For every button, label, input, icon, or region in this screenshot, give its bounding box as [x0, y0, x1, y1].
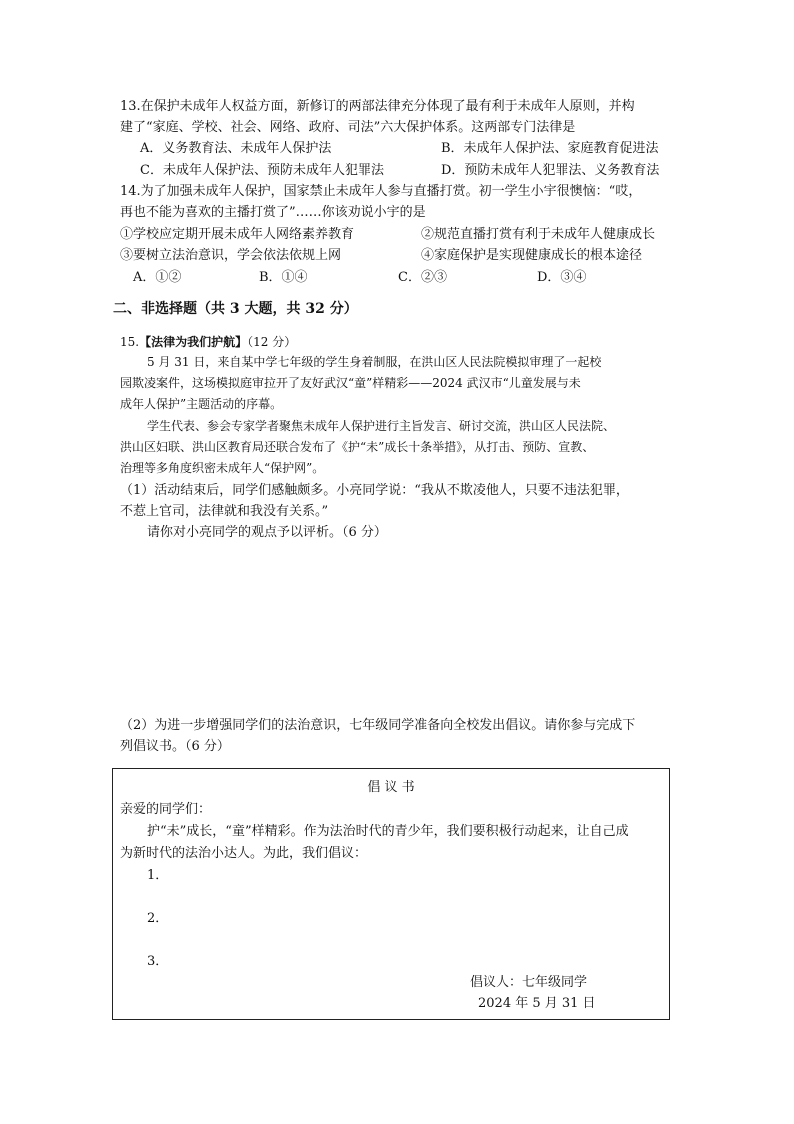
q15-sub2-line2: 列倡议书。（6 分）	[120, 739, 230, 754]
q15-number: 15.	[120, 335, 140, 349]
q14-statement-4: ④家庭保护是实现健康成长的根本途径	[421, 248, 643, 263]
q14-statement-1: ①学校应定期开展未成年人网络素养教育	[120, 227, 355, 242]
q14-option-a: A．①②	[133, 270, 182, 285]
q13-option-c: C．未成年人保护法、预防未成年人犯罪法	[140, 163, 384, 178]
q14-statement-3: ③要树立法治意识，学会依法依规上网	[120, 248, 342, 263]
proposal-greeting: 亲爱的同学们：	[120, 802, 212, 817]
proposal-body-line1: 护“未”成长，“童”样精彩。作为法治时代的青少年，我们要积极行动起来，让自己成	[147, 824, 629, 839]
q13-option-b: B．未成年人保护法、家庭教育促进法	[441, 141, 659, 156]
q15-material-line4: 学生代表、参会专家学者聚焦未成年人保护进行主旨发言、研讨交流，洪山区人民法院、	[147, 419, 616, 433]
q15-score: （12 分）	[247, 335, 297, 349]
q14-option-c: C．②③	[398, 270, 447, 285]
q14-stem-line1: 14.为了加强未成年人保护，国家禁止未成年人参与直播打赏。初一学生小宇很懊恼：“哎，	[120, 184, 642, 199]
q13-option-d: D．预防未成年人犯罪法、义务教育法	[441, 163, 660, 178]
q14-statement-2: ②规范直播打赏有利于未成年人健康成长	[421, 227, 656, 242]
proposal-item-3: 3．	[147, 954, 169, 969]
q15-header	[120, 332, 296, 352]
q15-material-line3: 成年人保护”主题活动的序幕。	[120, 397, 283, 411]
proposal-signer: 倡议人：七年级同学	[470, 975, 588, 990]
q14-option-b: B．①④	[259, 270, 308, 285]
proposal-body-line2: 为新时代的法治小达人。为此，我们倡议：	[120, 846, 368, 861]
proposal-title: 倡 议 书	[367, 780, 415, 795]
q15-sub1-line1: （1）活动结束后，同学们感触颇多。小亮同学说：“我从不欺凌他人，只要不违法犯罪，	[120, 483, 629, 498]
q13-option-a: A．义务教育法、未成年人保护法	[140, 141, 332, 156]
q15-material-line5: 洪山区妇联、洪山区教育局还联合发布了《护“未”成长十条举措》，从打击、预防、宣教、	[120, 440, 595, 454]
q15-title: 【法律为我们护航】	[139, 335, 248, 349]
q15-sub1-prompt: 请你对小亮同学的观点予以评析。（6 分）	[147, 525, 387, 540]
proposal-item-1: 1．	[147, 868, 169, 883]
proposal-date: 2024 年 5 月 31 日	[478, 996, 596, 1011]
q13-stem-line2: 建了“家庭、学校、社会、网络、政府、司法”六大保护体系。这两部专门法律是	[120, 120, 576, 135]
proposal-item-2: 2．	[147, 911, 169, 926]
q14-option-d: D．③④	[537, 270, 587, 285]
section2-heading: 二、非选择题（共 3 大题，共 32 分）	[113, 301, 358, 317]
q13-stem-line1: 13.在保护未成年人权益方面，新修订的两部法律充分体现了最有利于未成年人原则，并构	[120, 99, 635, 114]
q15-material-line6: 治理等多角度织密未成年人“保护网”。	[120, 461, 325, 475]
q15-material-line1: 5 月 31 日，来自某中学七年级的学生身着制服，在洪山区人民法院模拟审理了一起校	[147, 355, 602, 369]
q15-material-line2: 园欺凌案件，这场模拟庭审拉开了友好武汉“童”样精彩——2024 武汉市“儿童发展与未	[120, 376, 581, 390]
q14-stem-line2: 再也不能为喜欢的主播打赏了”……你该劝说小宇的是	[120, 205, 426, 220]
q15-sub2-line1: （2）为进一步增强同学们的法治意识，七年级同学准备向全校发出倡议。请你参与完成下	[120, 718, 636, 733]
q15-sub1-line2: 不惹上官司，法律就和我没有关系。”	[120, 504, 329, 519]
